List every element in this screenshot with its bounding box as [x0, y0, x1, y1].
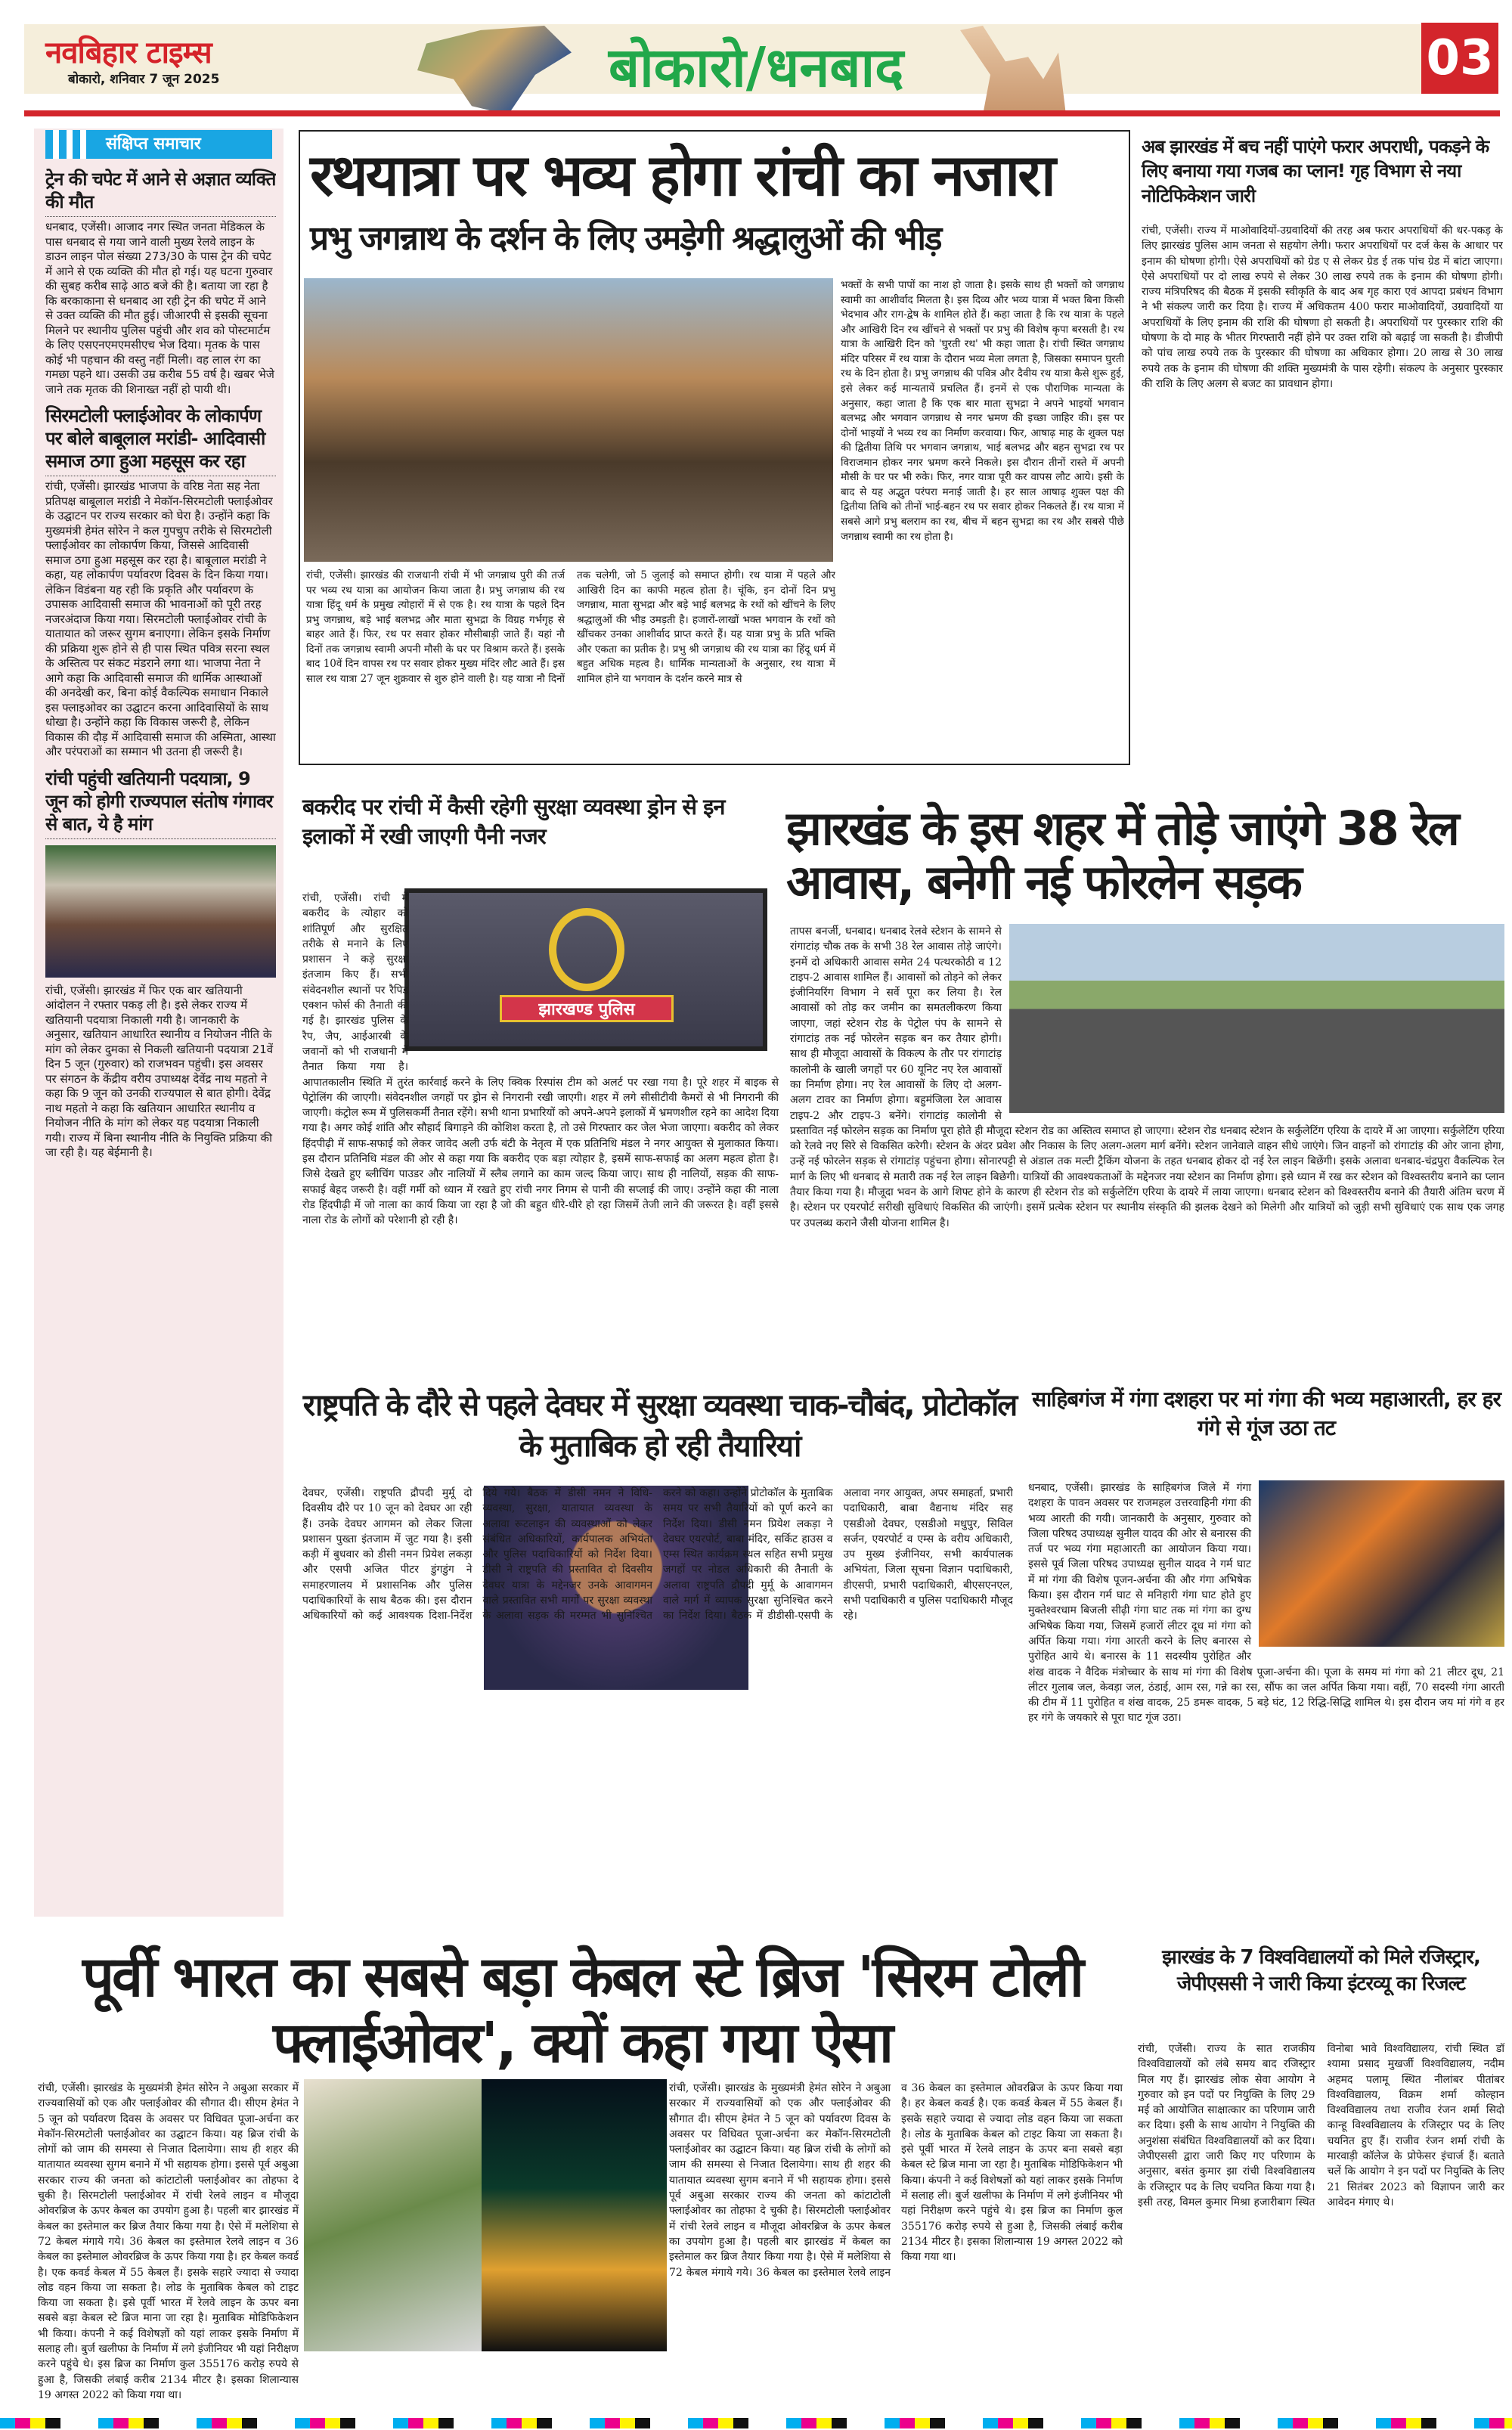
- bakrid-headline[interactable]: बकरीद पर रांची में कैसी रहेगी सुरक्षा व्यवस्था ड्रोन से इन इलाकों में रखी जाएगी पैनी नजर: [302, 794, 725, 850]
- color-registration-strip: [0, 2418, 1512, 2428]
- sahibganj-body: [1028, 1480, 1504, 1911]
- brief-headline[interactable]: ट्रेन की चपेट में आने से अज्ञात व्यक्ति की मौत: [45, 168, 276, 217]
- padyatra-photo: [45, 845, 276, 978]
- masthead-rule: [24, 110, 1500, 116]
- section-title: बोकारो/धनबाद: [609, 36, 904, 99]
- jpsc-headline[interactable]: झारखंड के 7 विश्वविद्यालयों को मिले रजिस्ट्रार, जेपीएससी ने जारी किया इंटरव्यू का रिजल्ट: [1162, 1946, 1480, 1996]
- brief-news-list: [45, 168, 276, 1907]
- cable-col-1: [38, 2081, 299, 2413]
- brief-item[interactable]: [45, 404, 276, 760]
- cable-bridge-headline[interactable]: पूर्वी भारत का सबसे बड़ा केबल स्टे ब्रिज 'सिरम टोली फ्लाईओवर', क्यों कहा गया ऐसा: [82, 1945, 1082, 2076]
- brief-headline[interactable]: सिरमटोली फ्लाईओवर के लोकार्पण पर बोले बाबूलाल मरांडी- आदिवासी समाज ठगा हुआ महसूस कर रहा: [45, 404, 276, 476]
- bakrid-body-text: रांची, एजेंसी। रांची में बकरीद के त्योहार को शांतिपूर्ण और सुरक्षित तरीके से मनाने के लिए प्रशासन ने कड़े सुरक्षा इंतजाम किए हैं। सभी संवेदनशील स्थानों पर रैपिड एक्शन फोर्स की तैनाती की गई है। झारखंड पुलिस के रैप, जैप, आईआरबी के जवानों को भी राजधानी में तैनात किया गया है। आपातकालीन स्थिति में तुरंत कार्रवाई करने के लिए क्विक रिस्पांस टीम को अलर्ट पर रखा गया है। पूरे शहर में बाइक से पेट्रोलिंग की जाएगी। संवेदनशील जगहों पर ड्रोन से निगरानी रखी जाएगी। शहर में लगे सीसीटीवी कैमरों से भी निगरानी की जाएगी। कंट्रोल रूम में पुलिसकर्मी तैनात रहेंगे। सभी थाना प्रभारियों को अपने-अपने इलाकों में भ्रमणशील रहने का आदेश दिया गया है। अगर कोई शांति और सौहार्द बिगाड़ने की कोशिश करता है, तो उसे गिरफ्तार कर जेल भेजा जाएगा। बकरीद को लेकर हिंदपीढ़ी में साफ-सफाई को लेकर जावेद अली उर्फ बंटी के नेतृत्व में एक प्रतिनिधि मंडल ने नगर आयुक्त से मुलाकात किया। इस दौरान प्रतिनिधि मंडल की ओर से कहा गया कि बकरीद एक बड़ा त्योहार है, इसमें साफ-सफाई का अलग महत्व होता है। जिसे देखते हुए ब्लीचिंग पाउडर और नालियों में स्लैब लगाने का काम जल्द किया जाए। साथ ही नालियों, सड़क की साफ-सफाई बेहद जरूरी है। वहीं गर्मी को ध्यान में रखते हुए रांची नगर निगम से पानी की सप्लाई की जाए। उन्होंने कहा की नाला रोड हिंदपीढ़ी में जो नाला का कार्य किया जा रहा है जो की बहुत धीरे-धीरे हो रहा जिसमें तेजी लाने की जरूरत है। वहीं इससे नाला रोड के लोगों को परेशानी हो रही है।: [302, 892, 779, 1227]
- cable-col-2: रांची, एजेंसी। झारखंड के मुख्यमंत्री हेमंत सोरेन ने अबुआ सरकार में राज्यवासियों को एक और फ्लाईओवर की सौगात दी। सीएम हेमंत ने 5 जून को पर्यावरण दिवस के अवसर पर विधिवत पूजा-अर्चना कर मेकॉन-सिरमटोली फ्लाईओवर का उद्घाटन किया। यह ब्रिज रांची के लोगों को जाम की समस्या से निजात दिलायेगा। साथ ही शहर की यातायात व्यवस्था सुगम बनाने में भी सहायक होगा। इससे पूर्व अबुआ सरकार राज्य की जनता को कांटाटोली फ्लाईओवर का तोहफा दे चुकी है। सिरमटोली फ्लाईओवर में रांची रेलवे लाइन व मौजूदा ओवरब्रिज के ऊपर केबल का उपयोग हुआ है। पहली बार झारखंड में केबल का इस्तेमाल कर ब्रिज तैयार किया गया है। ऐसे में मलेशिया से 72 केबल मंगाये गये। 36 केबल का इस्तेमाल रेलवे लाइन व 36 केबल का इस्तेमाल ओवरब्रिज के ऊपर किया गया है। हर केबल कवर्ड है। एक कवर्ड केबल में 55 केबल हैं। इसके सहारे ज्यादा से ज्यादा लोड वहन किया जा सकता है। लोड के मुताबिक केबल को टाइट किया जा सकता है। इसे पूर्वी भारत में रेलवे लाइन के ऊपर बना सबसे बड़ा केबल स्टे ब्रिज माना जा रहा है। मुताबिक मोडिफिकेशन भी किया। कंपनी ने कई विशेषज्ञों को यहां लाकर इसके निर्माण में सलाह ली। बुर्ज खलीफा के निर्माण में लगे इंजीनियर भी यहां निरीक्षण करने पहुंचे थे। इस ब्रिज का निर्माण कुल 355176 करोड़ रुपये से हुआ है, जिसकी लंबाई करीब 2134 मीटर है। इसका शिलान्यास 19 अगस्त 2022 को किया गया था।: [669, 2082, 1123, 2279]
- rathyatra-crowd-photo: [304, 278, 833, 562]
- sahibganj-body-text: धनबाद, एजेंसी। झारखंड के साहिबगंज जिले में गंगा दशहरा के पावन अवसर पर राजमहल उत्तरवाहिनी गंगा की भव्य आरती की गयी। जानकारी के अनुसार, गुरुवार को जिला परिषद उपाध्यक्ष सुनील यादव की ओर से बनारस की तर्ज पर भव्य गंगा महाआरती का आयोजन किया गया। इससे पूर्व जिला परिषद उपाध्यक्ष सुनील यादव ने गर्म घाट में मां गंगा की विशेष पूजन-अर्चना की और गंगा अभिषेक किया। इस दौरान गर्म घाट से मनिहारी गंगा घाट होते हुए मुक्तेश्वरधाम बिजली सीढ़ी गंगा घाट तक मां गंगा का दुग्ध अभिषेक किया गया, जिसमें हजारों लीटर दूध मां गंगा को अर्पित किया गया। गंगा आरती करने के लिए बनारस से पुरोहित आये थे। बनारस के 11 सदस्यीय पुरोहित और शंख वादक ने वैदिक मंत्रोच्चार के साथ मां गंगा की विशेष पूजा-अर्चना की। पूजा के समय मां गंगा को 21 लीटर दूध, 21 लीटर गुलाब जल, केवड़ा जल, ठंडाई, आम रस, गन्ने का रस, सौंफ का जल अर्पित किया गया। वहीं, 70 सदस्यी गंगा आरती की टीम में 11 पुरोहित व शंख वादक, 25 डमरू वादक, 5 बड़े घंट, 12 रिद्धि-सिद्धि शामिल थे। इस दौरान जय मां गंगे व हर हर गंगे के जयकारे से पूरा घाट गूंज उठा।: [1028, 1482, 1504, 1725]
- jpsc-body: रांची, एजेंसी। राज्य के सात राजकीय विश्वविद्यालयों को लंबे समय बाद रजिस्ट्रार मिल गए हैं। झारखंड लोक सेवा आयोग ने गुरुवार को इन पदों पर नियुक्ति के लिए 29 मई को आयोजित साक्षात्कार का परिणाम जारी कर दिया। इसी के साथ आयोग ने नियुक्ति की अनुशंसा संबंधित विश्वविद्यालयों को कर दिया। जेपीएससी द्वारा जारी किए गए परिणाम के अनुसार, बसंत कुमार झा रांची विश्वविद्यालय के रजिस्ट्रार पद के लिए चयनित किया गया है। इसी तरह, विमल कुमार मिश्रा हजारीबाग स्थित विनोबा भावे विश्वविद्यालय, रांची स्थित डॉ श्यामा प्रसाद मुखर्जी विश्वविद्यालय, नदीम अहमद पलामू स्थित नीलांबर पीतांबर विश्वविद्यालय, विक्रम शर्मा कोल्हान विश्वविद्यालय तथा राजीव रंजन शर्मा सिदो कान्हू विश्वविद्यालय के रजिस्ट्रार पद के लिए चयनित हुए हैं। राजीव रंजन शर्मा रांची के मारवाड़ी कॉलेज के प्रोफेसर इंचार्ज हैं। बताते चलें कि आयोग ने इन पदों पर नियुक्ति के लिए 21 सितंबर 2023 को विज्ञापन जारी कर आवेदन मंगाए थे।: [1138, 2043, 1504, 2208]
- lead-subheadline: प्रभु जगन्नाथ के दर्शन के लिए उमड़ेगी श्रद्धालुओं की भीड़: [310, 219, 941, 258]
- brief-body: धनबाद, एजेंसी। आजाद नगर स्थित जनता मेडिकल के पास धनबाद से गया जाने वाली मुख्य रेलवे लाइन के डाउन लाइन पोल संख्या 273/30 के पास ट्रेन की चपेट में आने से एक व्यक्ति की मौत हो गई। यह घटना गुरुवार की सुबह करीब साढ़े आठ बजे की है। बताया जा रहा है कि बरकाकाना से धनबाद आ रही ट्रेन की चपेट में आने से उक्त व्यक्ति की मौत हुई। जीआरपी से इसकी सूचना मिलने पर स्थानीय पुलिस पहुंची और शव को पोस्टमार्टम के लिए एसएनएमएमसीएच भेज दिया। मृतक के पास कोई भी पहचान की वस्तु नहीं मिली। वह लाल रंग का गमछा पहने था। उसकी उम्र करीब 55 वर्ष है। खबर भेजे जाने तक मृतक की शिनाख्त नहीं हो पायी थी।: [45, 220, 274, 396]
- fugitives-body: रांची, एजेंसी। राज्य में माओवादियों-उग्रवादियों की तरह अब फरार अपराधियों की धर-पकड़ के लिए झारखंड पुलिस आम जनता से सहयोग लेगी। फरार अपराधियों पर दर्ज केस के आधार पर इनाम की घोषणा होगी। ऐसे अपराधियों को ग्रेड ए से लेकर ग्रेड ई तक पांच ग्रेड में बांटा जाएगा। ऐसे अपराधियों पर दो लाख रुपये से लेकर 30 लाख रुपये तक के इनाम की घोषणा होगी। राज्य मंत्रिपरिषद की बैठक में इसकी स्वीकृति के बाद अब गृह कारा एवं आपदा प्रबंधन विभाग ने भी संकल्प जारी कर दिया है। राज्य में अधिकतम 400 फरार माओवादियों, उग्रवादियों या अपराधियों के लिए इनाम की राशि की घोषणा हो सकती है। अपराधियों पर पुरस्कार राशि की घोषणा के दो माह के भीतर गिरफ्तारी नहीं होने पर उक्त राशि को बढ़ाई जा सकती है। डीजीपी को पांच लाख रुपये तक के पुरस्कार की घोषणा का अधिकार होगा। 20 लाख से 30 लाख रुपये तक के इनाम की घोषणा की शक्ति मुख्यमंत्री के पास रहेगी। संकल्प के अनुसार पुरस्कार की राशि के लिए अलग से बजट का प्रावधान होगा।: [1142, 225, 1503, 390]
- brief-news-label: संक्षिप्त समाचार: [45, 130, 272, 159]
- sahibganj-headline[interactable]: साहिबगंज में गंगा दशहरा पर मां गंगा की भव्य महाआरती, हर हर गंगे से गूंज उठा तट: [1032, 1387, 1501, 1440]
- cable-bridge-body: [38, 2081, 1126, 2413]
- rail-body: [790, 924, 1504, 1370]
- dateline: बोकारो, शनिवार 7 जून 2025: [68, 72, 220, 87]
- lead-body-left: रांची, एजेंसी। झारखंड की राजधानी रांची में भी जगन्नाथ पुरी की तर्ज पर भव्य रथ यात्रा का आयोजन किया जाता है। प्रभु जगन्नाथ की रथ यात्रा हिंदू धर्म के प्रमुख त्योहारों में से एक है। रथ यात्रा के पहले दिन प्रभु जगन्नाथ, बड़े भाई बलभद्र और माता सुभद्रा के विग्रह गर्भगृह से बाहर आते हैं। फिर, रथ पर सवार होकर मौसीबाड़ी जाते हैं। यहां नौ दिनों तक जगन्नाथ स्वामी अपनी मौसी के घर पर विश्राम करते हैं। इसके बाद 10वें दिन वापस रथ पर सवार होकर मुख्य मंदिर लौट आते हैं। इस साल रथ यात्रा 27 जून शुक्रवार से शुरु होने वाली है। यह यात्रा नौ दिनों तक चलेगी, जो 5 जुलाई को समाप्त होगी। रथ यात्रा में पहले और आखिरी दिन का काफी महत्व होता है। चूंकि, इन दोनों दिन प्रभु जगन्नाथ, माता सुभद्रा और बड़े भाई बलभद्र के रथों को खींचने के लिए श्रद्धालुओं की भीड़ उमड़ती है। हजारों-लाखों भक्त भगवान के रथों को खींचकर उनका आशीर्वाद प्राप्त करते हैं। यह यात्रा प्रभु के प्रति भक्ति और एकता का प्रतीक है। प्रभु श्री जगन्नाथ की रथ यात्रा का हिंदू धर्म में बहुत अधिक महत्व है। धार्मिक मान्यताओं के अनुसार, रथ यात्रा में शामिल होने या भगवान के दर्शन करने मात्र से: [306, 569, 835, 685]
- emblem-text: झारखण्ड पुलिस: [500, 995, 674, 1022]
- brief-body: रांची, एजेंसी। झारखंड भाजपा के वरिष्ठ नेता सह नेता प्रतिपक्ष बाबूलाल मरांडी ने मेकॉन-सिरमटोली फ्लाईओवर के उद्घाटन पर राज्य सरकार को घेरा है। उन्होंने कहा कि मुख्यमंत्री हेमंत सोरेन ने कल गुपचुप तरीके से सिरमटोली फ्लाईओवर का लोकार्पण किया, जिससे आदिवासी समाज ठगा हुआ महसूस कर रहा है। बाबूलाल मरांडी ने कहा, यह लोकार्पण पर्यावरण दिवस के दिन किया गया। लेकिन विडंबना यह रही कि प्रकृति और पर्यावरण के उपासक आदिवासी समाज की भावनाओं को पूरी तरह नजरअंदाज किया गया। सिरमटोली फ्लाईओवर रांची के यातायात को जरूर सुगम बनाएगा। लेकिन इसके निर्माण की प्रक्रिया शुरू होने से ही पास स्थित पवित्र सरना स्थल के अस्तित्व पर संकट मंडराने लगा था। भाजपा नेता ने आगे कहा कि आदिवासी समाज की धार्मिक आस्थाओं की अनदेखी कर, बिना कोई वैकल्पिक समाधान निकाले इस फ्लाइओवर का उद्घाटन करना आदिवासियों के साथ धोखा है। उन्होंने कहा कि विकास जरूरी है, लेकिन विकास की दौड़ में आदिवासी समाज की अस्मिता, आस्था और परंपराओं का सम्मान भी उतना ही जरूरी है।: [45, 479, 276, 758]
- newspaper-logo: नवबिहार टाइम्स: [45, 36, 212, 70]
- fugitives-headline[interactable]: अब झारखंड में बच नहीं पाएंगे फरार अपराधी, पकड़ने के लिए बनाया गया गजब का प्लान! गृह विभाग से नया नोटिफिकेशन जारी: [1142, 136, 1489, 206]
- rail-body-text: तापस बनर्जी, धनबाद। धनबाद रेलवे स्टेशन के सामने से रांगाटांड़ चौक तक के सभी 38 रेल आवास तोड़े जाएंगे। इनमें दो अधिकारी आवास समेत 24 पत्थरकोठी व 12 टाइप-2 आवास शामिल हैं। आवासों को तोड़ने को लेकर इंजीनियरिंग विभाग ने सर्वे पूरा कर लिया है। रेल आवासों को तोड़ कर जमीन का समतलीकरण किया जाएगा, जहां स्टेशन रोड के पेट्रोल पंप के सामने से रांगाटांड़ तक नई फोरलेन सड़क बन कर तैयार होगी। साथ ही मौजूदा आवासों के विकल्प के तौर पर रांगाटांड़ कालोनी के खाली जगहों पर 60 यूनिट नए रेल आवासों का निर्माण होगा। नए रेल आवासों के लिए दो अलग-अलग टावर का निर्माण होगा। बहुमंजिला रेल आवास टाइप-2 और टाइप-3 बनेंगे। रांगाटांड़ कालोनी से प्रस्तावित नई फोरलेन सड़क का निर्माण पूरा होते ही मौजूदा स्टेशन रोड का अस्तित्व समाप्त हो जाएगा। स्टेशन रोड धनबाद स्टेशन के सर्कुलेटिंग एरिया के दायरे में आ जाएगा। सर्कुलेटिंग एरिया को रेलवे नए सिरे से विकसित करेगी। स्टेशन के अंदर प्रवेश और निकास के लिए अलग-अलग मार्ग बनेंगे। स्टेशन जानेवाले वाहन सीधे जाएंगे। जिन वाहनों को रांगाटांड़ की ओर जाना होगा, उन्हें नई फोरलेन सड़क से रांगाटांड़ पहुंचना होगा। सोनारपट्टी से अंडाल तक मल्टी ट्रैकिंग योजना के तहत धनबाद होकर दो नई रेल लाइन बिछेंगी। इसके अलावा धनबाद-चंद्रपुरा वैकल्पिक रेल मार्ग के लिए भी धनबाद से मतारी तक नई रेल लाइन बिछेगी। यात्रियों की आवश्यकताओं के मद्देनजर नया स्टेशन का निर्माण होगा। इसे ध्यान में रख कर स्टेशन को विश्वस्तरीय बनाने का प्लान तैयार किया गया है। मौजूदा भवन के आगे शिफ्ट होने के कारण ही स्टेशन रोड को सर्कुलेटिंग एरिया के दायरे में लाया जाएगा। धनबाद स्टेशन को विश्वस्तरीय बनाने की तैयारी अंतिम चरण में है। स्टेशन पर एयरपोर्ट सरीखी सुविधाएं विकसित की जाएंगी। इसमें प्रत्येक स्टेशन पर स्थानीय संस्कृति की झलक देखने को मिलेगी और यात्रियों को जुड़ी सभी सुविधाएं एक साथ एक जगह पर उपलब्ध कराने जैसी योजना शामिल है।: [790, 925, 1504, 1229]
- page-number: 03: [1421, 23, 1498, 94]
- brief-item[interactable]: [45, 767, 276, 1161]
- bakrid-body: [302, 891, 779, 1367]
- president-headline[interactable]: राष्ट्रपति के दौरे से पहले देवघर में सुरक्षा व्यवस्था चाक-चौबंद, प्रोटोकॉल के मुताबिक हो रही तैयारियां: [302, 1388, 1017, 1464]
- brief-item[interactable]: [45, 168, 276, 397]
- lead-body-right: भक्तों के सभी पापों का नाश हो जाता है। इसके साथ ही भक्तों को जगन्नाथ स्वामी का आशीर्वाद मिलता है। इस दिव्य और भव्य यात्रा में भक्त बिना किसी भेदभाव और राग-द्वेष के शामिल होते हैं। कहा जाता है कि रथ यात्रा के पहले और आखिरी दिन रथ खींचने से भक्तों पर प्रभु की विशेष कृपा बरसती है। रथ यात्रा के आखिरी दिन को 'घुरती रथ' भी कहा जाता है। रांची स्थित जगन्नाथ मंदिर परिसर में रथ यात्रा के दौरान भव्य मेला लगता है, जिसका समापन घुरती रथ के दिन होता है। प्रभु जगन्नाथ की पवित्र और दैवीय रथ यात्रा कैसे शुरू हुई, इसे लेकर कई मान्यतायें प्रचलित हैं। इनमें से एक पौराणिक मान्यता के अनुसार, कहा जाता है कि एक बार माता सुभद्रा ने अपने भाइयों भगवान बलभद्र और भगवान जगन्नाथ से नगर भ्रमण की इच्छा जाहिर की। इस पर दोनों भाइयों ने भव्य रथ का निर्माण करवाया। फिर, आषाढ़ माह के शुक्ल पक्ष की द्वितीया तिथि पर भगवान जगन्नाथ, भाई बलभद्र और बहन सुभद्रा रथ पर विराजमान होकर नगर भ्रमण करने निकले। इस दौरान तीनों रास्ते में अपनी मौसी के घर पर भी रुके। फिर, नगर यात्रा पूरी कर वापस लौट आये। इसी के बाद से यह अद्भुत परंपरा मनाई जाती है। हर साल आषाढ़ शुक्ल पक्ष की द्वितीया तिथि को तीनों भाई-बहन रथ पर सवार होकर निकलते हैं। रथ यात्रा में सबसे आगे प्रभु बलराम का रथ, बीच में बहन सुभद्रा का रथ और सबसे पीछे जगन्नाथ स्वामी का रथ होता है।: [841, 279, 1124, 543]
- cable-body-text: रांची, एजेंसी। झारखंड के मुख्यमंत्री हेमंत सोरेन ने अबुआ सरकार में राज्यवासियों को एक और फ्लाईओवर की सौगात दी। सीएम हेमंत ने 5 जून को पर्यावरण दिवस के अवसर पर विधिवत पूजा-अर्चना कर मेकॉन-सिरमटोली फ्लाईओवर का उद्घाटन किया। यह ब्रिज रांची के लोगों को जाम की समस्या से निजात दिलायेगा। साथ ही शहर की यातायात व्यवस्था सुगम बनाने में भी सहायक होगा। इससे पूर्व अबुआ सरकार राज्य की जनता को कांटाटोली फ्लाईओवर का तोहफा दे चुकी है। सिरमटोली फ्लाईओवर में रांची रेलवे लाइन व मौजूदा ओवरब्रिज के ऊपर केबल का उपयोग हुआ है। पहली बार झारखंड में केबल का इस्तेमाल कर ब्रिज तैयार किया गया है। ऐसे में मलेशिया से 72 केबल मंगाये गये। 36 केबल का इस्तेमाल रेलवे लाइन व 36 केबल का इस्तेमाल ओवरब्रिज के ऊपर किया गया है। हर केबल कवर्ड है। एक कवर्ड केबल में 55 केबल हैं। इसके सहारे ज्यादा से ज्यादा लोड वहन किया जा सकता है। लोड के मुताबिक केबल को टाइट किया जा सकता है। इसे पूर्वी भारत में रेलवे लाइन के ऊपर बना सबसे बड़ा केबल स्टे ब्रिज माना जा रहा है। मुताबिक मोडिफिकेशन भी किया। कंपनी ने कई विशेषज्ञों को यहां लाकर इसके निर्माण में सलाह ली। बुर्ज खलीफा के निर्माण में लगे इंजीनियर भी यहां निरीक्षण करने पहुंचे थे। इस ब्रिज का निर्माण कुल 355176 करोड़ रुपये से हुआ है, जिसकी लंबाई करीब 2134 मीटर है। इसका शिलान्यास 19 अगस्त 2022 को किया गया था।: [38, 2082, 299, 2401]
- rail-headline[interactable]: झारखंड के इस शहर में तोड़े जाएंगे 38 रेल आवास, बनेगी नई फोरलेन सड़क: [786, 801, 1458, 910]
- brief-body: रांची, एजेंसी। झारखंड में फिर एक बार खतियानी आंदोलन ने रफ्तार पकड़ ली है। इसे लेकर राज्य में खतियानी पदयात्रा निकाली गयी है। जानकारी के अनुसार, खतियान आधारित स्थानीय व नियोजन नीति के मांग को लेकर दुमका से निकली खतियानी पदयात्रा 21वें दिन 5 जून (गुरुवार) को राजभवन पहुंची। इस अवसर पर संगठन के केंद्रीय वरीय उपाध्यक्ष देवेंद्र नाथ महतो ने कहा कि 9 जून को उनकी राज्यपाल से बात होगी। देवेंद्र नाथ महतो ने कहा कि खतियान आधारित स्थानीय व नियोजन नीति के मांग को लेकर यह पदयात्रा निकाली गयी। राज्य में बिना स्थानीय नीति के नियुक्ति प्रक्रिया की जा रही है। यह बेईमानी है।: [45, 983, 274, 1159]
- lead-headline[interactable]: रथयात्रा पर भव्य होगा रांची का नजारा: [310, 141, 1054, 209]
- brief-headline[interactable]: रांची पहुंची खतियानी पदयात्रा, 9 जून को होगी राज्यपाल संतोष गंगावर से बात, ये है मांग: [45, 767, 276, 839]
- president-body: देवघर, एजेंसी। राष्ट्रपति द्रौपदी मुर्मू दो दिवसीय दौरे पर 10 जून को देवघर आ रही हैं। उनके देवघर आगमन को लेकर जिला प्रशासन पुख्ता इंतजाम में जुट गया है। इसी कड़ी में बुधवार को डीसी नमन प्रियेश लकड़ा और एसपी अजित पीटर डुंगडुंग ने समाहरणालय में प्रशासनिक और पुलिस पदाधिकारियों के साथ बैठक की। इस दौरान अधिकारियों को कई आवश्यक दिशा-निर्देश दिये गये। बैठक में डीसी नमन ने विधि-व्यवस्था, सुरक्षा, यातायात व्यवस्था के अलावा रूटलाइन की व्यवस्थाओं को लेकर संबंधित अधिकारियों, कार्यपालक अभियंता और पुलिस पदाधिकारियों को निर्देश दिया। डीसी ने राष्ट्रपति की प्रस्तावित दो दिवसीय देवघर यात्रा के मद्देनजर उनके आवागमन वाले प्रस्तावित सभी मार्गों पर सुरक्षा व्यवस्था के अलावा सड़क की मरम्मत भी सुनिश्चित करने को कहा। उन्होंने प्रोटोकॉल के मुताबिक समय पर सभी तैयारियों को पूर्ण करने का निर्देश दिया। डीसी नमन प्रियेश लकड़ा ने देवघर एयरपोर्ट, बाबा मंदिर, सर्किट हाउस व एम्स स्थित कार्यक्रम स्थल सहित सभी प्रमुख जगहों पर नोडल अधिकारी की तैनाती के अलावा राष्ट्रपति द्रौपदी मुर्मू के आवागमन वाले मार्ग में व्यापक सुरक्षा सुनिश्चित करने का निर्देश दिया। बैठक में डीडीसी-एसपी के अलावा नगर आयुक्त, अपर समाहर्ता, प्रभारी पदाधिकारी, बाबा वैद्यनाथ मंदिर सह एसडीओ देवघर, एसडीओ मधुपुर, सिविल सर्जन, एयरपोर्ट व एम्स के वरीय अधिकारी, उप मुख्य इंजीनियर, सभी कार्यपालक अभियंता, जिला सूचना विज्ञान पदाधिकारी, डीएसपी, प्रभारी पदाधिकारी, बीएसएनएल, सभी पदाधिकारी व पुलिस पदाधिकारी मौजूद रहे।: [302, 1487, 1013, 1623]
